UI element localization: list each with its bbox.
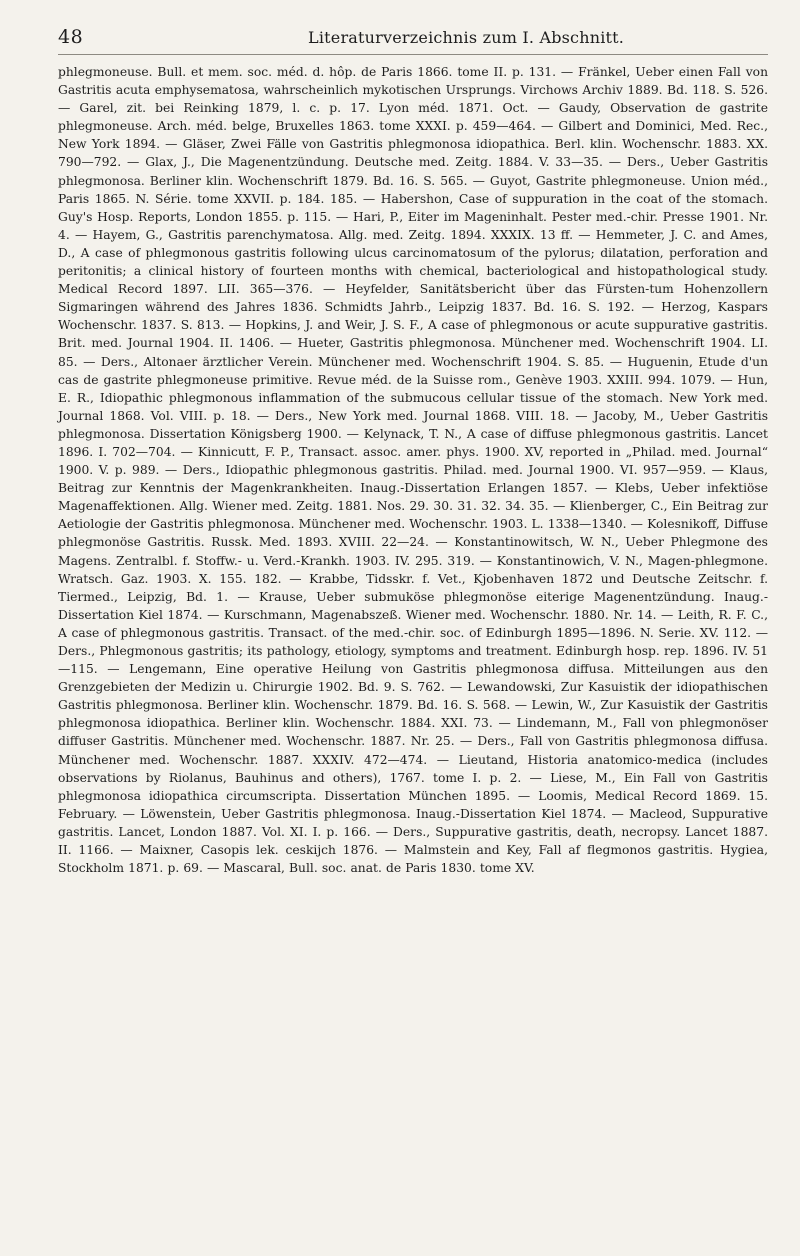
document-page [58,22,768,877]
bibliography-text: phlegmoneuse. Bull. et mem. soc. méd. d. hôp. de Paris 1866. tome II. p. 131. — Fränkel, Ueber einen Fall von Gastritis acuta emphysematosa, wahrscheinlich mykotischen Ursprungs. Virchows Archiv 1889. Bd. 118. S. 526. — Garel, zit. bei Reinking 1879, l. c. p. 17. Lyon méd. 1871. Oct. — Gaudy, Observation de gastrite phlegmoneuse. Arch. méd. belge, Bruxelles 1863. tome XXXI. p. 459—464. — Gilbert and Dominici, Med. Rec., New York 1894. — Gläser, Zwei Fälle von Gastritis phlegmonosa idiopathica. Berl. klin. Wochenschr. 1883. XX. 790—792. — Glax, J., Die Magenentzündung. Deutsche med. Zeitg. 1884. V. 33—35. — Ders., Ueber Gastritis phlegmonosa. Berliner klin. Wochenschrift 1879. Bd. 16. S. 565. — Guyot, Gastrite phlegmoneuse. Union méd., Paris 1865. N. Série. tome XXVII. p. 184. 185. — Habershon, Case of suppuration in the coat of the stomach. Guy's Hosp. Reports, London 1855. p. 115. — Hari, P., Eiter im Mageninhalt. Pester med.-chir. Presse 1901. Nr. 4. — Hayem, G., Gastritis parenchymatosa. Allg. med. Zeitg. 1894. XXXIX. 13 ff. — Hemmeter, J. C. and Ames, D., A case of phlegmonous gastritis following ulcus carcinomatosum of the pylorus; dilatation, perforation and peritonitis; a clinical history of fourteen months with chemical, bacteriological and histopathological study. Medical Record 1897. LII. 365—376. — Heyfelder, Sanitätsbericht über das Fürsten-tum Hohenzollern Sigmaringen während des Jahres 1836. Schmidts Jahrb., Leipzig 1837. Bd. 16. S. 192. — Herzog, Kaspars Wochenschr. 1837. S. 813. — Hopkins, J. and Weir, J. S. F., A case of phlegmonous or acute suppurative gastritis. Brit. med. Journal 1904. II. 1406. — Hueter, Gastritis phlegmonosa. Münchener med. Wochenschrift 1904. LI. 85. — Ders., Altonaer ärztlicher Verein. Münchener med. Wochenschrift 1904. S. 85. — Huguenin, Etude d'un cas de gastrite phlegmoneuse primitive. Revue méd. de la Suisse rom., Genève 1903. XXIII. 994. 1079. — Hun, E. R., Idiopathic phlegmonous inflammation of the submucous cellular tissue of the stomach. New York med. Journal 1868. Vol. VIII. p. 18. — Ders., New York med. Journal 1868. VIII. 18. — Jacoby, M., Ueber Gastritis phlegmonosa. Dissertation Königsberg 1900. — Kelynack, T. N., A case of diffuse phlegmonous gastritis. Lancet 1896. I. 702—704. — Kinnicutt, F. P., Transact. assoc. amer. phys. 1900. XV, reported in „Philad. med. Journal“ 1900. V. p. 989. — Ders., Idiopathic phlegmonous gastritis. Philad. med. Journal 1900. VI. 957—959. — Klaus, Beitrag zur Kenntnis der Magenkrankheiten. Inaug.-Dissertation Erlangen 1857. — Klebs, Ueber infektiöse Magenaffektionen. Allg. Wiener med. Zeitg. 1881. Nos. 29. 30. 31. 32. 34. 35. — Klienberger, C., Ein Beitrag zur Aetiologie der Gastritis phlegmonosa. Münchener med. Wochenschr. 1903. L. 1338—1340. — Kolesnikoff, Diffuse phlegmonöse Gastritis. Russk. Med. 1893. XVIII. 22—24. — Konstantinowitsch, W. N., Ueber Phlegmone des Magens. Zentralbl. f. Stoffw.- u. Verd.-Krankh. 1903. IV. 295. 319. — Konstantinowich, V. N., Magen-phlegmone. Wratsch. Gaz. 1903. X. 155. 182. — Krabbe, Tidsskr. f. Vet., Kjobenhaven 1872 und Deutsche Zeitschr. f. Tiermed., Leipzig, Bd. 1. — Krause, Ueber submuköse phlegmonöse eiterige Magenentzündung. Inaug.-Dissertation Kiel 1874. — Kurschmann, Magenabszeß. Wiener med. Wochenschr. 1880. Nr. 14. — Leith, R. F. C., A case of phlegmonous gastritis. Transact. of the med.-chir. soc. of Edinburgh 1895—1896. N. Serie. XV. 112. — Ders., Phlegmonous gastritis; its pathology, etiology, symptoms and treatment. Edinburgh hosp. rep. 1896. IV. 51—115. — Lengemann, Eine operative Heilung von Gastritis phlegmonosa diffusa. Mitteilungen aus den Grenzgebieten der Medizin u. Chirurgie 1902. Bd. 9. S. 762. — Lewandowski, Zur Kasuistik der idiopathischen Gastritis phlegmonosa. Berliner klin. Wochenschr. 1879. Bd. 16. S. 568. — Lewin, W., Zur Kasuistik der Gastritis phlegmonosa idiopathica. Berliner klin. Wochenschr. 1884. XXI. 73. — Lindemann, M., Fall von phlegmonöser diffuser Gastritis. Münchener med. Wochenschr. 1887. Nr. 25. — Ders., Fall von Gastritis phlegmonosa diffusa. Münchener med. Wochenschr. 1887. XXXIV. 472—474. — Lieutand, Historia anatomico-medica (includes observations by Riolanus, Bauhinus and others), 1767. tome I. p. 2. — Liese, M., Ein Fall von Gastritis phlegmonosa idiopathica circumscripta. Dissertation München 1895. — Loomis, Medical Record 1869. 15. February. — Löwenstein, Ueber Gastritis phlegmonosa. Inaug.-Dissertation Kiel 1874. — Macleod, Suppurative gastritis. Lancet, London 1887. Vol. XI. I. p. 166. — Ders., Suppurative gastritis, death, necropsy. Lancet 1887. II. 1166. — Maixner, Casopis lek. ceskijch 1876. — Malmstein and Key, Fall af flegmonos gastritis. Hygiea, Stockholm 1871. p. 69. — Mascaral, Bull. soc. anat. de Paris 1830. tome XV. [58,65,768,876]
running-title: Literaturverzeichnis zum I. Abschnitt. [308,28,625,47]
page-number: 48 [58,26,84,48]
page-header [58,22,768,55]
